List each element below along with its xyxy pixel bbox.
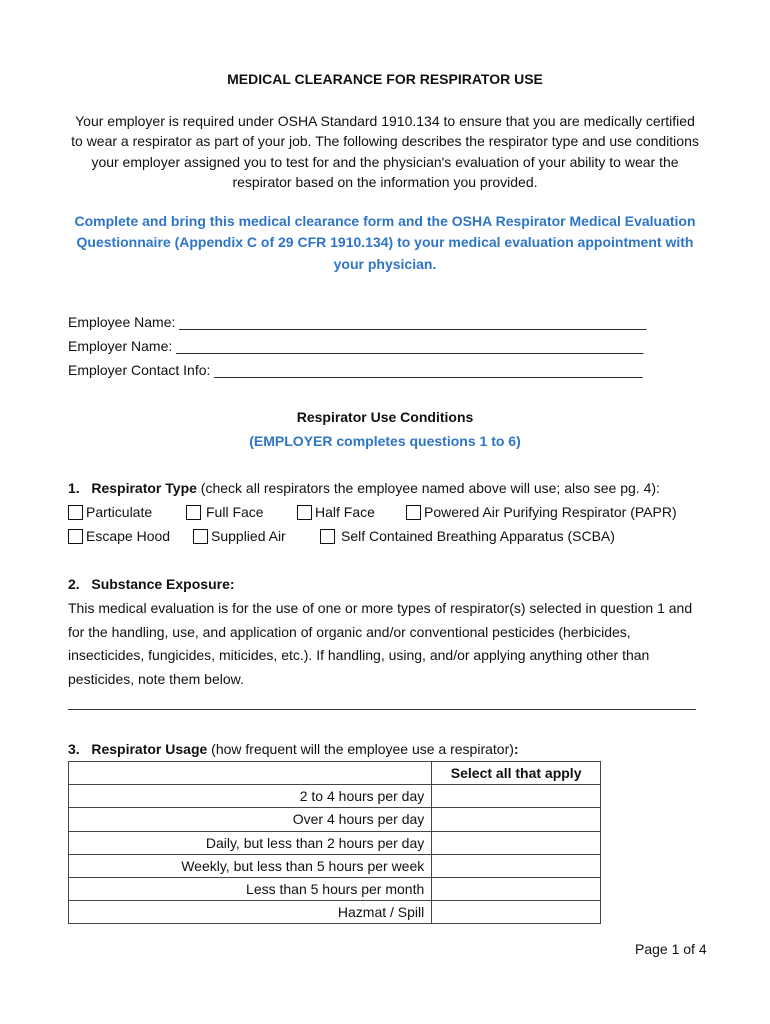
option-label: Powered Air Purifying Respirator (PAPR): [424, 504, 677, 520]
page-number: Page 1 of 4: [635, 941, 707, 957]
checkbox-full-face[interactable]: [186, 505, 201, 520]
question-2-text: This medical evaluation is for the use of one or more types of respirator(s) selected in question 1 and for the handling, use, and application of organic and/or conventional pesticides (herbicides, insecticides, fungicides, miticides, etc.). If handling, using, and/or applying anything other than pesticides, note them below.: [68, 600, 693, 687]
usage-label: Less than 5 hours per month: [69, 877, 432, 900]
table-row: [69, 785, 601, 808]
question-1-label: Respirator Type: [91, 480, 197, 496]
usage-select-cell[interactable]: [432, 808, 601, 831]
checkbox-escape-hood[interactable]: [68, 529, 83, 544]
option-scba[interactable]: [320, 528, 615, 544]
question-1-description: (check all respirators the employee named above will use; also see pg. 4):: [196, 480, 660, 496]
question-3-colon: :: [513, 741, 519, 757]
employer-name-field[interactable]: Employer Name: ____________________________________________________________: [68, 338, 644, 354]
section-subtitle: (EMPLOYER completes questions 1 to 6): [249, 433, 521, 449]
option-label: Full Face: [206, 504, 264, 520]
usage-select-cell[interactable]: [432, 877, 601, 900]
option-label: Half Face: [315, 504, 375, 520]
table-header-select: Select all that apply: [432, 762, 601, 785]
table-header-row: [69, 762, 601, 785]
option-particulate[interactable]: [68, 504, 152, 520]
usage-label: Daily, but less than 2 hours per day: [69, 831, 432, 854]
option-full-face[interactable]: [186, 504, 264, 520]
question-3: [68, 741, 519, 757]
option-label: Supplied Air: [211, 528, 286, 544]
usage-label: Hazmat / Spill: [69, 901, 432, 924]
option-label: Self Contained Breathing Apparatus (SCBA): [341, 528, 615, 544]
option-escape-hood[interactable]: [68, 528, 170, 544]
usage-select-cell[interactable]: [432, 854, 601, 877]
option-half-face[interactable]: [297, 504, 375, 520]
substance-notes-line[interactable]: [68, 709, 696, 710]
checkbox-scba[interactable]: [320, 529, 335, 544]
section-title: Respirator Use Conditions: [296, 409, 474, 425]
usage-label: Over 4 hours per day: [69, 808, 432, 831]
checkbox-half-face[interactable]: [297, 505, 312, 520]
table-row: [69, 831, 601, 854]
question-1: [68, 480, 660, 496]
question-2: [68, 576, 235, 592]
table-header-empty: [69, 762, 432, 785]
question-2-label: Substance Exposure:: [91, 576, 235, 592]
usage-label: 2 to 4 hours per day: [69, 785, 432, 808]
table-row: [69, 854, 601, 877]
option-label: Escape Hood: [86, 528, 171, 544]
usage-select-cell[interactable]: [432, 901, 601, 924]
employee-name-field[interactable]: Employee Name: ____________________________________________________________: [68, 314, 647, 330]
checkbox-supplied-air[interactable]: [193, 529, 208, 544]
option-papr[interactable]: [406, 504, 677, 520]
question-1-number: 1.: [68, 480, 80, 496]
question-3-description: (how frequent will the employee use a respirator): [207, 741, 514, 757]
employer-contact-field[interactable]: Employer Contact Info: _______________________________________________________: [68, 362, 643, 378]
table-row: [69, 808, 601, 831]
checkbox-papr[interactable]: [406, 505, 421, 520]
question-2-number: 2.: [68, 576, 80, 592]
option-label: Particulate: [86, 504, 153, 520]
question-3-number: 3.: [68, 741, 80, 757]
usage-select-cell[interactable]: [432, 785, 601, 808]
table-row: [69, 877, 601, 900]
checkbox-particulate[interactable]: [68, 505, 83, 520]
instructions-notice: Complete and bring this medical clearance form and the OSHA Respirator Medical Evaluation Questionnaire (Appendix C of 29 CFR 1910.134) to your medical evaluation appointment with your physician.: [74, 213, 696, 272]
question-3-label: Respirator Usage: [91, 741, 208, 757]
usage-label: Weekly, but less than 5 hours per week: [69, 854, 432, 877]
document-title: MEDICAL CLEARANCE FOR RESPIRATOR USE: [227, 71, 543, 87]
usage-table: [68, 761, 601, 924]
usage-select-cell[interactable]: [432, 831, 601, 854]
intro-paragraph: Your employer is required under OSHA Standard 1910.134 to ensure that you are medically certified to wear a respirator as part of your job. The following describes the respirator type and use conditions your employer assigned you to test for and the physician's evaluation of your ability to wear the respirator based on the information you provided.: [71, 113, 699, 191]
option-supplied-air[interactable]: [193, 528, 286, 544]
table-row: [69, 901, 601, 924]
